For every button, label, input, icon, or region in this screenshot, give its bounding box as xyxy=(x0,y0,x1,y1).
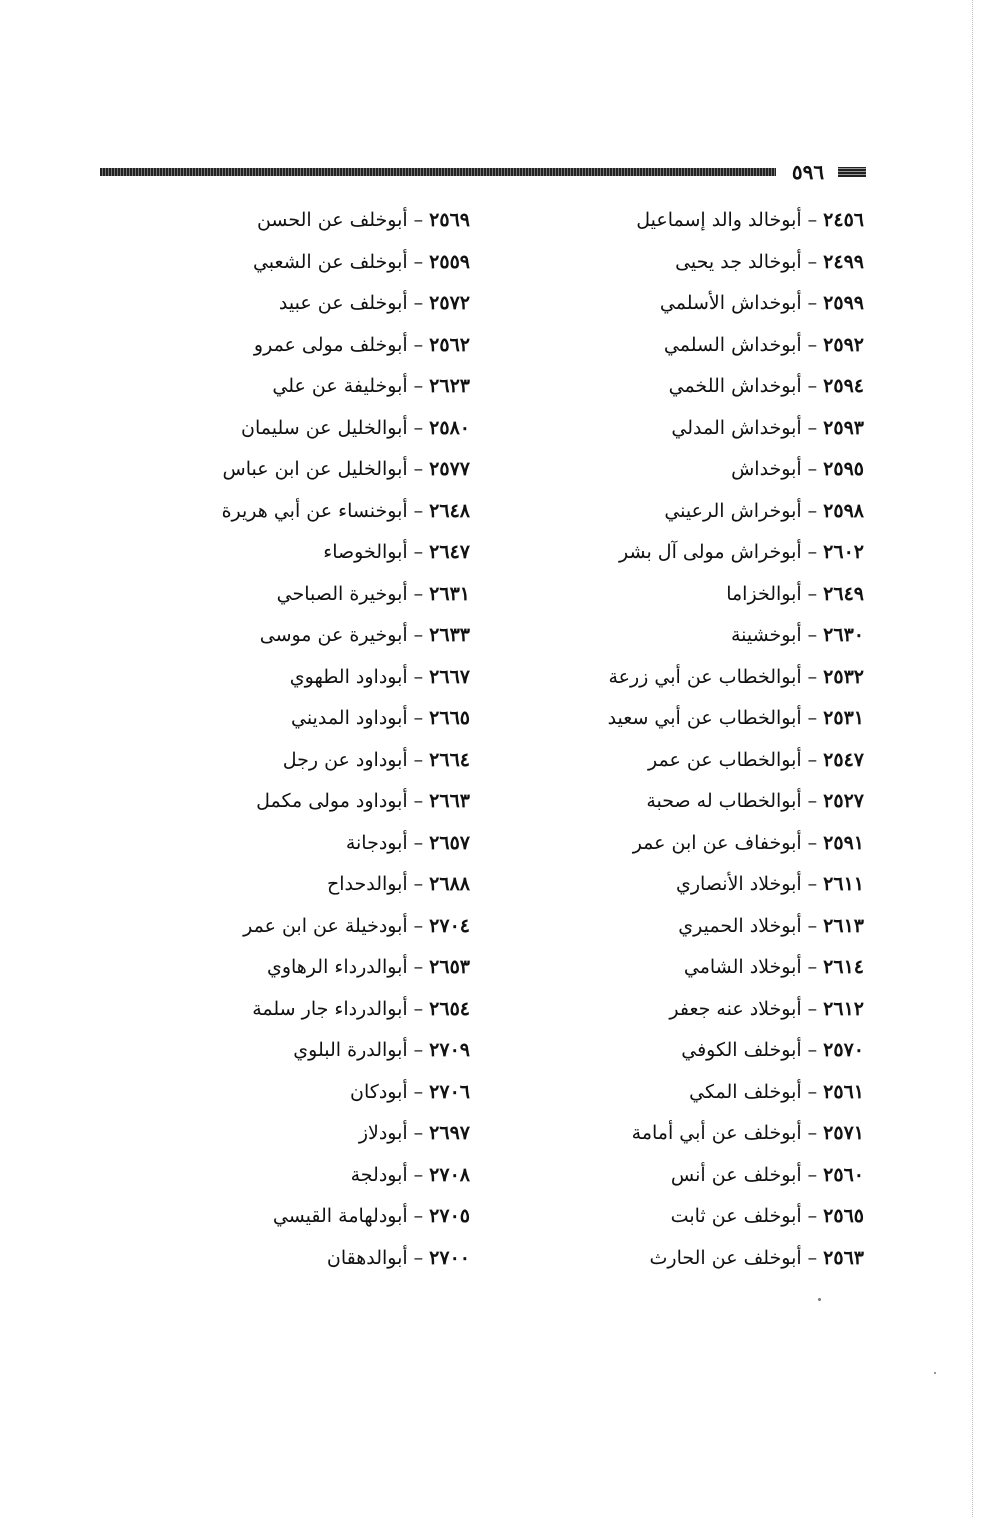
entry-name: أبوالدرة البلوي xyxy=(293,1039,408,1061)
entry-separator: – xyxy=(807,831,818,854)
entry-separator: – xyxy=(807,1163,818,1186)
index-entry xyxy=(180,823,470,865)
entry-number: ٢٦٠٢ xyxy=(823,541,864,563)
entry-separator: – xyxy=(807,499,818,522)
entry-number: ٢٥٩١ xyxy=(823,831,864,854)
entry-name: أبوخلاد عنه جعفر xyxy=(669,997,802,1020)
entry-number: ٢٥٧٠ xyxy=(823,1039,864,1061)
entry-number: ٢٥٦٥ xyxy=(823,1205,864,1227)
entry-separator: – xyxy=(807,250,818,273)
entry-name: أبوالخليل عن ابن عباس xyxy=(222,458,408,480)
page-number: ٥٩٦ xyxy=(791,160,825,184)
index-column-right xyxy=(574,200,864,1279)
index-entry xyxy=(574,242,864,284)
entry-name: أبودخيلة عن ابن عمر xyxy=(243,914,408,937)
entry-separator: – xyxy=(413,831,424,854)
entry-separator: – xyxy=(807,333,818,356)
entry-number: ٢٦٥٣ xyxy=(429,956,470,978)
entry-separator: – xyxy=(413,956,424,978)
entry-name: أبوخلف عن أبي أمامة xyxy=(631,1122,802,1144)
entry-separator: – xyxy=(413,209,424,231)
entry-name: أبودكان xyxy=(350,1080,408,1103)
entry-name: أبوخلاد الأنصاري xyxy=(675,873,802,895)
entry-name: أبوخلاد الشامي xyxy=(683,956,802,978)
entry-number: ٢٥٢٧ xyxy=(823,790,864,812)
entry-number: ٢٦٤٧ xyxy=(429,541,470,563)
entry-name: أبوخلف المكي xyxy=(689,1080,802,1103)
scan-speck xyxy=(818,1298,821,1301)
entry-number: ٢٥٩٥ xyxy=(823,458,864,480)
entry-name: أبوخالد جد يحيى xyxy=(675,250,802,273)
entry-separator: – xyxy=(413,624,424,646)
entry-number: ٢٥٦٩ xyxy=(429,209,470,231)
index-entry xyxy=(574,574,864,616)
entry-separator: – xyxy=(807,541,818,563)
entry-number: ٢٥٦٠ xyxy=(823,1163,864,1186)
entry-name: أبوخداش xyxy=(731,458,802,480)
entry-name: أبوداود المديني xyxy=(290,707,408,729)
entry-separator: – xyxy=(807,1080,818,1103)
entry-name: أبوخلف عن عبيد xyxy=(278,292,408,314)
entry-name: أبوخلف مولى عمرو xyxy=(253,333,408,356)
index-entry xyxy=(180,698,470,740)
entry-separator: – xyxy=(413,499,424,522)
index-entry xyxy=(180,1238,470,1280)
entry-name: أبودلهامة القيسي xyxy=(272,1205,408,1227)
entry-name: أبوخشينة xyxy=(730,624,802,646)
index-entry xyxy=(180,1072,470,1114)
entry-number: ٢٥٧٧ xyxy=(429,458,470,480)
entry-number: ٢٥٩٣ xyxy=(823,416,864,439)
entry-separator: – xyxy=(807,956,818,978)
index-entry xyxy=(180,864,470,906)
entry-number: ٢٥٨٠ xyxy=(429,416,470,439)
entry-separator: – xyxy=(807,873,818,895)
entry-separator: – xyxy=(413,582,424,605)
entry-name: أبوخراش الرعيني xyxy=(664,499,802,522)
index-entry xyxy=(574,283,864,325)
index-entry xyxy=(574,325,864,367)
index-entry xyxy=(180,532,470,574)
entry-name: أبوالدرداء الرهاوي xyxy=(266,956,408,978)
entry-number: ٢٦١٣ xyxy=(823,914,864,937)
entry-separator: – xyxy=(807,1039,818,1061)
entry-separator: – xyxy=(807,582,818,605)
entry-name: أبوداود عن رجل xyxy=(282,748,408,771)
index-entry xyxy=(574,1030,864,1072)
entry-number: ٢٤٩٩ xyxy=(823,250,864,273)
index-entry xyxy=(180,615,470,657)
index-entry xyxy=(180,449,470,491)
index-entry xyxy=(180,1030,470,1072)
entry-separator: – xyxy=(413,458,424,480)
entry-number: ٢٥٥٩ xyxy=(429,250,470,273)
entry-number: ٢٦٤٩ xyxy=(823,582,864,605)
entry-number: ٢٥٩٢ xyxy=(823,333,864,356)
page-edge-line xyxy=(972,0,973,1517)
entry-number: ٢٦٦٣ xyxy=(429,790,470,812)
entry-number: ٢٥٩٩ xyxy=(823,292,864,314)
entry-separator: – xyxy=(807,1122,818,1144)
page-header xyxy=(100,158,866,188)
entry-number: ٢٧٠٦ xyxy=(429,1080,470,1103)
entry-name: أبوخلف الكوفي xyxy=(681,1039,802,1061)
index-entry xyxy=(574,947,864,989)
entry-separator: – xyxy=(413,333,424,356)
entry-separator: – xyxy=(807,416,818,439)
index-entry xyxy=(574,1155,864,1197)
entry-number: ٢٧٠٩ xyxy=(429,1039,470,1061)
header-rule xyxy=(100,168,776,176)
index-entry xyxy=(180,947,470,989)
index-entry xyxy=(574,740,864,782)
entry-number: ٢٥٣١ xyxy=(823,707,864,729)
entry-separator: – xyxy=(413,873,424,895)
entry-name: أبوخراش مولى آل بشر xyxy=(619,541,802,563)
entry-separator: – xyxy=(807,997,818,1020)
index-entry xyxy=(574,200,864,242)
entry-name: أبوخليفة عن علي xyxy=(272,375,408,397)
entry-name: أبوالخطاب عن أبي سعيد xyxy=(607,707,802,729)
entry-separator: – xyxy=(413,1122,424,1144)
index-entry xyxy=(180,366,470,408)
entry-number: ٢٦٥٤ xyxy=(429,997,470,1020)
entry-name: أبوالدحداح xyxy=(326,873,408,895)
index-entry xyxy=(180,283,470,325)
index-entry xyxy=(180,200,470,242)
index-entry xyxy=(180,1196,470,1238)
entry-separator: – xyxy=(807,209,818,231)
entry-name: أبوخالد والد إسماعيل xyxy=(636,209,802,231)
entry-number: ٢٦٦٧ xyxy=(429,665,470,688)
entry-number: ٢٥٧٢ xyxy=(429,292,470,314)
entry-number: ٢٧٠٨ xyxy=(429,1163,470,1186)
entry-separator: – xyxy=(413,665,424,688)
entry-name: أبوالخطاب عن عمر xyxy=(648,748,802,771)
entry-number: ٢٦١٤ xyxy=(823,956,864,978)
index-entry xyxy=(574,532,864,574)
index-entry xyxy=(180,408,470,450)
entry-number: ٢٦٢٣ xyxy=(429,375,470,397)
index-entry xyxy=(574,781,864,823)
entry-name: أبوخلف عن الشعبي xyxy=(252,250,408,273)
index-entry xyxy=(574,1113,864,1155)
index-entry xyxy=(574,864,864,906)
index-entry xyxy=(180,325,470,367)
entry-name: أبوخلاد الحميري xyxy=(678,914,802,937)
index-entry xyxy=(574,491,864,533)
entry-number: ٢٧٠٤ xyxy=(429,914,470,937)
entry-number: ٢٥٦٢ xyxy=(429,333,470,356)
entry-separator: – xyxy=(807,292,818,314)
entry-number: ٢٥٦٣ xyxy=(823,1246,864,1269)
entry-name: أبوخداش اللخمي xyxy=(668,375,802,397)
entry-name: أبودجانة xyxy=(345,831,408,854)
index-entry xyxy=(574,1196,864,1238)
entry-name: أبوخيرة الصباحي xyxy=(276,582,408,605)
index-entry xyxy=(574,615,864,657)
entry-number: ٢٦٨٨ xyxy=(429,873,470,895)
entry-number: ٢٦٩٧ xyxy=(429,1122,470,1144)
entry-separator: – xyxy=(413,790,424,812)
entry-name: أبودلجة xyxy=(350,1163,408,1186)
index-entry xyxy=(574,823,864,865)
entry-name: أبوخلف عن ثابت xyxy=(670,1205,802,1227)
entry-number: ٢٦٥٧ xyxy=(429,831,470,854)
entry-separator: – xyxy=(807,1246,818,1269)
index-column-left xyxy=(180,200,470,1279)
entry-separator: – xyxy=(807,707,818,729)
entry-separator: – xyxy=(413,1039,424,1061)
header-ornament xyxy=(838,167,866,177)
entry-separator: – xyxy=(413,914,424,937)
entry-number: ٢٥٦١ xyxy=(823,1080,864,1103)
entry-separator: – xyxy=(807,914,818,937)
entry-separator: – xyxy=(807,748,818,771)
index-entry xyxy=(574,698,864,740)
entry-number: ٢٤٥٦ xyxy=(823,209,864,231)
entry-name: أبوخفاف عن ابن عمر xyxy=(632,831,802,854)
entry-number: ٢٦١١ xyxy=(823,873,864,895)
index-entry xyxy=(574,1072,864,1114)
entry-name: أبوالدرداء جار سلمة xyxy=(252,997,408,1020)
entry-name: أبوالخطاب له صحبة xyxy=(646,790,802,812)
entry-name: أبوخداش السلمي xyxy=(663,333,802,356)
entry-name: أبوالخزاما xyxy=(726,582,802,605)
entry-number: ٢٦٦٤ xyxy=(429,748,470,771)
entry-separator: – xyxy=(807,458,818,480)
entry-separator: – xyxy=(807,665,818,688)
entry-number: ٢٥٩٨ xyxy=(823,499,864,522)
index-entry xyxy=(574,906,864,948)
entry-name: أبوالخليل عن سليمان xyxy=(240,416,408,439)
entry-number: ٢٥٤٧ xyxy=(823,748,864,771)
entry-number: ٢٧٠٥ xyxy=(429,1205,470,1227)
entry-number: ٢٦٣٣ xyxy=(429,624,470,646)
entry-number: ٢٦٣١ xyxy=(429,582,470,605)
entry-name: أبوداود مولى مكمل xyxy=(256,790,408,812)
entry-number: ٢٥٩٤ xyxy=(823,375,864,397)
index-entry xyxy=(574,449,864,491)
entry-name: أبودلاز xyxy=(358,1122,408,1144)
index-entry xyxy=(180,657,470,699)
index-entry xyxy=(180,740,470,782)
entry-name: أبوخنساء عن أبي هريرة xyxy=(221,499,408,522)
entry-name: أبوالدهقان xyxy=(326,1246,408,1269)
index-entry xyxy=(180,242,470,284)
entry-separator: – xyxy=(413,707,424,729)
entry-separator: – xyxy=(807,375,818,397)
entry-separator: – xyxy=(413,1163,424,1186)
entry-separator: – xyxy=(413,250,424,273)
entry-name: أبوالخطاب عن أبي زرعة xyxy=(608,665,802,688)
entry-separator: – xyxy=(413,1205,424,1227)
scan-speck xyxy=(934,1372,936,1374)
index-entry xyxy=(180,1155,470,1197)
entry-number: ٢٦١٢ xyxy=(823,997,864,1020)
index-entry xyxy=(574,408,864,450)
index-entry xyxy=(574,989,864,1031)
index-entry xyxy=(180,491,470,533)
entry-name: أبوخيرة عن موسى xyxy=(259,624,408,646)
entry-separator: – xyxy=(413,1246,424,1269)
entry-number: ٢٥٣٢ xyxy=(823,665,864,688)
entry-separator: – xyxy=(413,416,424,439)
entry-separator: – xyxy=(807,1205,818,1227)
index-entry xyxy=(180,906,470,948)
index-entry xyxy=(180,989,470,1031)
entry-separator: – xyxy=(413,748,424,771)
index-entry xyxy=(180,1113,470,1155)
entry-number: ٢٦٣٠ xyxy=(823,624,864,646)
index-entry xyxy=(574,1238,864,1280)
entry-separator: – xyxy=(807,624,818,646)
entry-name: أبوالخوصاء xyxy=(323,541,408,563)
entry-separator: – xyxy=(413,292,424,314)
entry-separator: – xyxy=(807,790,818,812)
entry-name: أبوخداش الأسلمي xyxy=(659,292,802,314)
entry-name: أبوخلف عن أنس xyxy=(670,1163,802,1186)
entry-name: أبوداود الطهوي xyxy=(289,665,408,688)
entry-name: أبوخلف عن الحسن xyxy=(256,209,408,231)
entry-separator: – xyxy=(413,997,424,1020)
entry-number: ٢٥٧١ xyxy=(823,1122,864,1144)
entry-separator: – xyxy=(413,375,424,397)
index-entry xyxy=(574,657,864,699)
index-entry xyxy=(180,781,470,823)
index-entry xyxy=(180,574,470,616)
entry-number: ٢٧٠٠ xyxy=(429,1246,470,1269)
entry-number: ٢٦٤٨ xyxy=(429,499,470,522)
entry-separator: – xyxy=(413,541,424,563)
entry-separator: – xyxy=(413,1080,424,1103)
entry-name: أبوخداش المدلي xyxy=(671,416,802,439)
entry-number: ٢٦٦٥ xyxy=(429,707,470,729)
index-entry xyxy=(574,366,864,408)
entry-name: أبوخلف عن الحارث xyxy=(649,1246,802,1269)
